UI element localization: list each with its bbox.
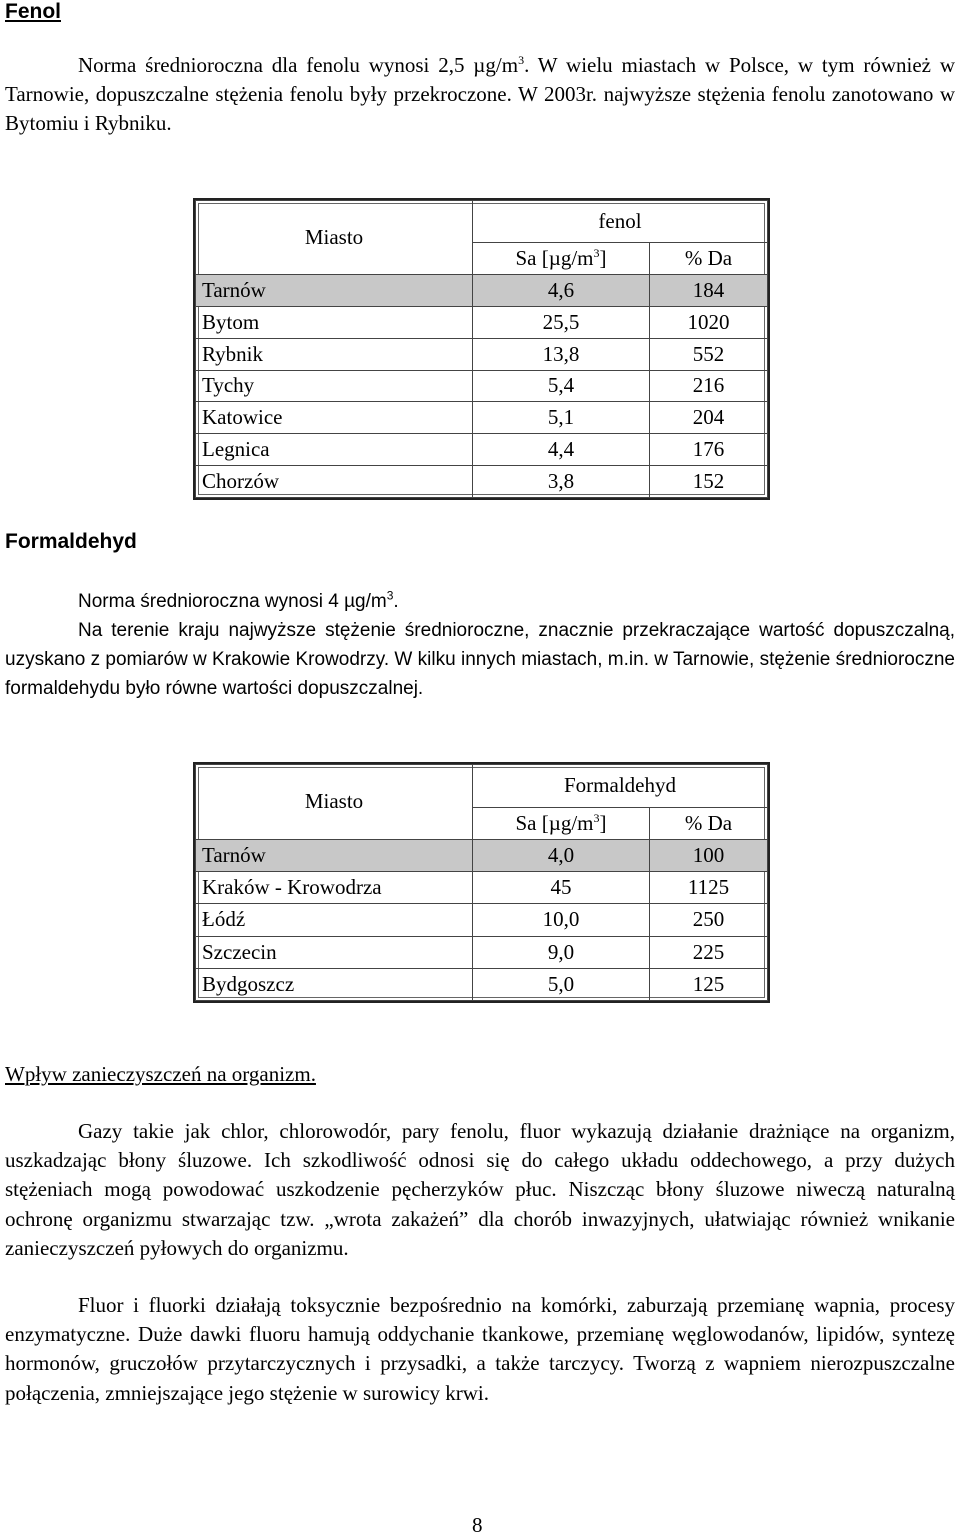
formaldehyd-table-group-header: Formaldehyd [473, 765, 768, 808]
fenol-paragraph-sup: 3 [518, 53, 525, 67]
formaldehyd-norm: Norma średnioroczna wynosi 4 $\mu g/m^3$. [78, 588, 399, 612]
table-row: Legnica 4,4 176 [196, 434, 768, 466]
fenol-table [193, 198, 770, 500]
page-number: 8 [472, 1513, 483, 1537]
fenol-paragraph-post: . W wielu miastach w Polsce, w tym również w Tarnowie, dopuszczalne stężenia fenolu były przekroczone. W 2003r. najwyższe stężenia fenolu zanotowano w Bytomiu i Rybniku. [5, 53, 955, 136]
table-row: Bytom 25,5 1020 [196, 306, 768, 338]
table-row: Tarnów 4,6 184 [196, 274, 768, 306]
fenol-table-sa-header: Sa $[\mu g/m^3]$ [473, 243, 650, 275]
formaldehyd-table [193, 762, 770, 1003]
formaldehyd-table-sa-header: Sa $[\mu g/m^3]$ [473, 807, 650, 839]
health-heading: Wpływ zanieczyszczeń na organizm. [5, 1062, 316, 1086]
formaldehyd-table-da-header: % Da [650, 807, 768, 839]
table-row: Kraków - Krowodrza 45 1125 [196, 872, 768, 904]
table-row: Rybnik 13,8 552 [196, 338, 768, 370]
formaldehyd-table-city-header: Miasto [196, 765, 473, 840]
table-row: Szczecin 9,0 225 [196, 936, 768, 968]
fenol-table-city-header: Miasto [196, 201, 473, 275]
formaldehyd-heading: Formaldehyd [5, 530, 137, 553]
formaldehyd-paragraph: Na terenie kraju najwyższe stężenie średnioroczne, znacznie przekraczające wartość dopuszczalną, uzyskano z pomiarów w Krakowie Krowodrzy. W kilku innych miastach, m.in. w Tarnowie, stężenie średnioroczne formaldehydu było równe wartości dopuszczalnej. [5, 620, 955, 700]
table-row: Bydgoszcz 5,0 125 [196, 968, 768, 1000]
fenol-table-group-header: fenol [473, 201, 768, 243]
table-row: Katowice 5,1 204 [196, 402, 768, 434]
table-row: Tychy 5,4 216 [196, 370, 768, 402]
health-paragraph-1: Gazy takie jak chlor, chlorowodór, pary fenolu, fluor wykazują działanie drażniące na organizm, uszkadzając błony śluzowe. Ich szkodliwość odnosi się do całego układu oddechowego, a przy dużych stężeniach mogą powodować uszkodzenie pęcherzyków płuc. Niszcząc błony śluzowe niweczą naturalną ochronę organizmu stwarzając tzw. „wrota zakażeń” dla chorób inwazyjnych, ułatwiając również wnikanie zanieczyszczeń pyłowych do organizmu. [5, 1119, 955, 1260]
table-row: Łódź 10,0 250 [196, 904, 768, 936]
fenol-heading: Fenol [5, 0, 61, 23]
health-paragraph-2: Fluor i fluorki działają toksycznie bezpośrednio na komórki, zaburzają przemianę wapnia, procesy enzymatyczne. Duże dawki fluoru hamują oddychanie tkankowe, przemianę węglowodanów, lipidów, syntezę hormonów, gruczołów przytarczycznych i przysadki, a także tarczycy. Tworzą z wapniem nierozpuszczalne połączenia, zmniejszające jego stężenie w surowicy krwi. [5, 1293, 955, 1405]
fenol-paragraph-pre: Norma średnioroczna dla fenolu wynosi 2,5 µg/m [78, 53, 519, 77]
fenol-paragraph [5, 51, 955, 139]
fenol-table-da-header: % Da [650, 243, 768, 275]
table-row: Chorzów 3,8 152 [196, 466, 768, 498]
table-row: Tarnów 4,0 100 [196, 839, 768, 871]
